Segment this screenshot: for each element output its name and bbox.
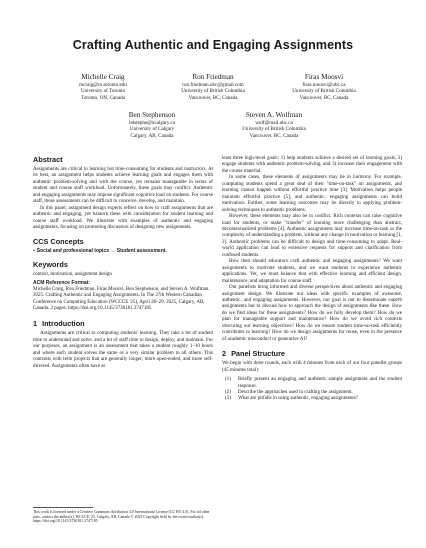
right-column bbox=[222, 155, 402, 402]
paper-title: Crafting Authentic and Engaging Assignments bbox=[72, 38, 354, 52]
section-title: Introduction bbox=[42, 319, 85, 329]
acm-reference-text: Michelle Craig, Ron Friedman, Firas Moosvi, Ben Stephenson, and Steven A. Wolfman. 2025. Crafting Authentic and Engaging Assignments. In The 27th Western Canadian Conference on Computing Education (WCCCE '25), April 28–29, 2025, Calgary, AB, Canada. 2 pages. https://doi.org/10.1145/3736181.3747185 bbox=[33, 286, 210, 312]
author-name: Ron Friedman bbox=[192, 73, 234, 81]
introduction-heading bbox=[33, 319, 213, 328]
keywords-heading: Keywords bbox=[33, 259, 68, 269]
section-number: 2 bbox=[222, 349, 227, 359]
author-affiliation: University of Calgary bbox=[129, 126, 175, 133]
body-paragraph: However, these elements may also be in conflict. Rich contexts can raise cognitive load for students, or make "transfer" of learning more challenging than abstract, decontextualized problems [4]. Authentic assignments may increase time-on-task or the complexity of understanding a problem, without any change in motivation or learning [1, 2]. Authentic problems can be difficult to design and time-consuming to adapt. Real-world application can lead to extensive requests for support and clarification from confused students. bbox=[222, 213, 402, 258]
author-block bbox=[264, 73, 384, 101]
abstract-paragraph: In this panel, assignment design experts reflect on how to craft assignments that are authentic and engaging, yet balance these with consideration for student learning and course staff workload. We illustrate with examples of authentic and engaging assignments, focusing on promoting discussion of designing new assignments. bbox=[33, 204, 213, 231]
list-item-label: (1) bbox=[225, 376, 231, 383]
author-name: Steven A. Wolfman bbox=[245, 111, 303, 119]
author-email: wolf@mail.ubc.ca bbox=[255, 120, 293, 126]
list-item bbox=[222, 395, 402, 401]
author-affiliation: University of British Columbia bbox=[181, 88, 245, 95]
footnote-divider bbox=[33, 507, 93, 508]
author-location: Vancouver, BC, Canada bbox=[249, 132, 299, 139]
acm-reference-heading: ACM Reference Format: bbox=[33, 280, 90, 287]
body-paragraph: We begin with three rounds, each with 4 minutes from each of our four panelist groups (45 minutes total): bbox=[222, 360, 402, 373]
list-item-label: (2) bbox=[225, 388, 231, 395]
author-email: firas.moosvi@ubc.ca bbox=[302, 82, 346, 88]
body-paragraph: How then should educators craft authentic and engaging assignments? We want assignments to motivate students, and we want students to experience authentic applications. Yet, we must balance that with effective learning and efficient design, maintenance, and adaptation for course staff. bbox=[222, 258, 402, 284]
list-item-text: Briefly present an engaging and authentic sample assignment and the student response. bbox=[238, 376, 402, 389]
author-location: Calgary, AB, Canada bbox=[130, 132, 174, 139]
left-column bbox=[33, 155, 213, 369]
author-location: Vancouver, BC, Canada bbox=[299, 94, 349, 101]
author-email: ron.friedman.ubc@gmail.com bbox=[182, 82, 244, 88]
introduction-paragraph: Assignments are critical to computing students' learning. They take a lot of student time to understand and solve, and a lot of staff time to design, deploy, and maintain. For our purposes, an assignment is an assessment that takes a student roughly 1–10 hours and where each student solves the same or a very similar problem to all others. This contrasts with term projects that are generally longer, more open-ended, and more self-directed. Assignments often have at bbox=[33, 330, 213, 369]
author-email: bdstephe@ucalgary.ca bbox=[129, 120, 175, 126]
panel-structure-heading bbox=[222, 349, 402, 358]
bullet-icon: • bbox=[33, 247, 35, 254]
author-location: Vancouver, BC, Canada bbox=[188, 94, 238, 101]
list-item-text: What are pitfalls in using authentic, engaging assignments? bbox=[238, 395, 358, 402]
list-item-label: (3) bbox=[225, 395, 231, 402]
ccs-concept bbox=[33, 248, 213, 254]
section-title: Panel Structure bbox=[231, 349, 285, 359]
author-affiliation: University of British Columbia bbox=[292, 88, 356, 95]
body-paragraph: Our panelists bring informed and diverse perspectives about authentic and engaging assignment design. We illustrate our ideas with specific examples of awesome, authentic, and engaging assignments. However, our goal is not to disseminate superb assignments but to discuss how to approach the design of assignments like these. How do we find ideas for these assignments? How do we fully develop them? How do we plan for manageable support and maintenance? How do we avoid rich contexts obscuring our learning objectives? How do we ensure student time-on-task efficiently contributes to learning? How do we design assignments for reuse, even in the presence of academic misconduct or generative AI? bbox=[222, 284, 402, 342]
abstract-heading: Abstract bbox=[33, 155, 63, 164]
author-name: Firas Moosvi bbox=[304, 73, 344, 81]
author-affiliation: University of British Columbia bbox=[242, 126, 306, 133]
author-block bbox=[43, 73, 163, 101]
author-block bbox=[92, 111, 212, 139]
abstract-paragraph: Assignments are critical to learning but time-consuming for students and instructors. At its best, an assignment helps students achieve learning goals and engages them with authentic problem-solving and with the course, yet remains manageable in terms of student and course staff workload. Unfortunately, these goals may conflict. Authentic and engaging assignments may impose significant cognitive load on students. For course staff, these assessments can be difficult to conceive, develop, and maintain. bbox=[33, 166, 213, 205]
body-paragraph: least three high-level goals: 1) help students achieve a desired set of learning goals, 2) engage students with authentic problem-solving, and 3) increase their engagement with the course material. bbox=[222, 155, 402, 174]
author-block bbox=[153, 73, 273, 101]
author-location: Toronto, ON, Canada bbox=[81, 94, 125, 101]
list-item-text: Describe the approaches used in crafting the assignment. bbox=[238, 388, 353, 395]
license-footnote bbox=[33, 510, 213, 524]
section-number: 1 bbox=[33, 319, 38, 329]
author-name: Michelle Craig bbox=[81, 73, 125, 81]
ccs-concept-text: Social and professional topics → Student assessment. bbox=[36, 247, 167, 254]
author-affiliation: University of Toronto bbox=[80, 88, 126, 95]
ccs-heading: CCS Concepts bbox=[33, 236, 84, 246]
author-block bbox=[214, 111, 334, 139]
keywords-text: context, motivation, assignment design bbox=[33, 270, 112, 277]
author-name: Ben Stephenson bbox=[128, 111, 176, 119]
body-paragraph: In some cases, these elements of assignments may be in harmony. For example, computing students spend a great deal of their "time-on-task" on assignments, and learning cannot happen without effortful practice time [3]. Motivation helps people maintain effortful practice [5], and authentic, engaging assignments can build motivation. Further, some learning outcomes may be directly to applying problem-solving techniques to authentic problems. bbox=[222, 174, 402, 213]
author-email: mcraig@cs.toronto.edu bbox=[79, 82, 127, 88]
numbered-list bbox=[222, 376, 402, 402]
list-item bbox=[222, 376, 402, 389]
footnote-text: This work is licensed under a Creative Commons Attribution 4.0 International License (CC BY 4.0). For all other uses, contact the author(s). WCCCE '25, Calgary, AB, Canada © 2025 Copyright held by the owner/author(s). https://doi.org/10.1145/3736181.3747185 bbox=[33, 510, 210, 524]
